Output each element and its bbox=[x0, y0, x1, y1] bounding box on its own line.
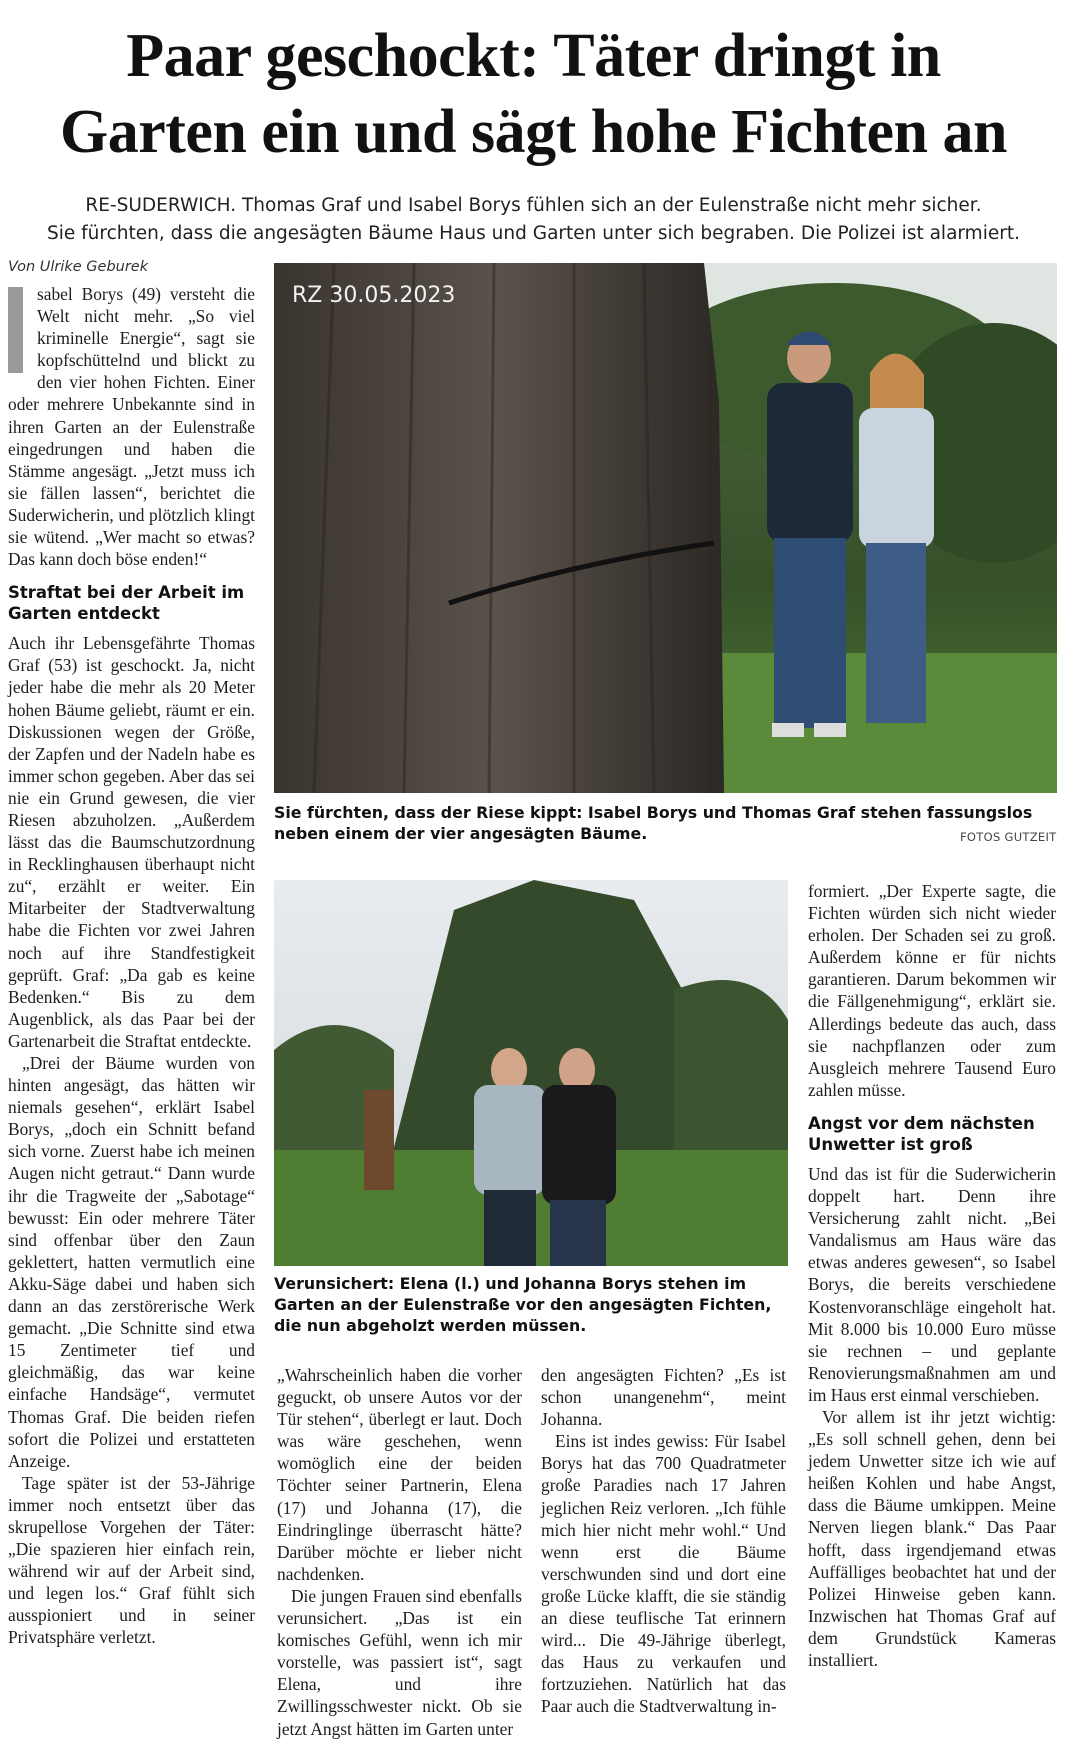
article-column-2 bbox=[277, 1364, 522, 1740]
photo-daughters-image bbox=[274, 880, 788, 1266]
headline bbox=[0, 18, 1067, 170]
paragraph: Tage später ist der 53-Jährige immer noch entsetzt über das skrupellose Vorgehen der Täter: „Die spazieren hier einfach rein, während wir auf der Arbeit sind, und legen los.“ Graf fühlt sich ausspioniert und in seiner Privatsphäre verletzt. bbox=[8, 1472, 255, 1648]
paragraph: Eins ist indes gewiss: Für Isabel Borys hat das 700 Quadratmeter große Paradies nach 17 Jahren jeglichen Reiz verloren. „Ich fühle mich hier nicht mehr wohl.“ Und wenn erst die Bäume verschwunden sind und dort eine große Lücke klafft, die sie ständig an diese teuflische Tat erinnern wird... Die 49-Jährige überlegt, das Haus zu verkaufen und fortzuziehen. Natürlich hat das Paar auch die Stadtverwaltung in- bbox=[541, 1431, 786, 1717]
paragraph: Die jungen Frauen sind ebenfalls verunsichert. „Das ist ein komisches Gefühl, wenn ich mir vorstelle, was passiert ist“, sagt Elena, und ihre Zwillingsschwester nickt. Ob sie jetzt Angst hätten im Garten unter bbox=[277, 1585, 522, 1739]
photo-tree-couple bbox=[274, 263, 1057, 793]
photo-tree-couple-image bbox=[274, 263, 1057, 793]
headline-line-1: Paar geschockt: Täter dringt in bbox=[126, 22, 941, 90]
paragraph: Vor allem ist ihr jetzt wichtig: „Es soll schnell gehen, denn bei jedem Unwetter sitze ich wie auf heißen Kohlen und habe Angst, dass die Bäume umkippen. Meine Nerven liegen blank.“ Das Paar hofft, dass irgendjemand etwas Auffälliges beobachtet hat und der Polizei Hinweise geben kann. Inzwischen hat Thomas Graf auf dem Grundstück Kameras installiert. bbox=[808, 1406, 1056, 1670]
paragraph: formiert. „Der Experte sagte, die Fichten würden sich nicht wieder erholen. Der Schaden sei zu groß. Außerdem könne er für nichts garantieren. Darum bekommen wir die Fällgenehmigung“, erklärt sie. Allerdings bedeute das auch, dass sie nachpflanzen oder zum Ausgleich mehrere Tausend Euro zahlen müsse. bbox=[808, 881, 1056, 1100]
photo-daughters bbox=[274, 880, 788, 1266]
lead-line-1: RE-SUDERWICH. Thomas Graf und Isabel Borys fühlen sich an der Eulenstraße nicht mehr sicher. bbox=[85, 195, 982, 216]
byline: Von Ulrike Geburek bbox=[8, 259, 149, 275]
article-column-3 bbox=[541, 1364, 786, 1718]
paragraph-intro: sabel Borys (49) versteht die Welt nicht mehr. „So viel kriminelle Energie“, sagt sie kopfschüttelnd und blickt zu den vier hohen Fichten. Einer oder mehrere Unbekannte sind in ihren Garten an der Eulenstraße eingedrungen und haben die Stämme angesägt. „Jetzt muss ich sie fällen lassen“, berichtet die Suderwicherin, und plötzlich klingt sie wütend. „Wer macht so etwas? Das kann doch böse enden!“ bbox=[8, 284, 255, 570]
woman-figure bbox=[859, 353, 934, 723]
paragraph: „Wahrscheinlich haben die vorher geguckt, ob unsere Autos vor der Tür stehen“, überlegt er laut. Doch was wäre geschehen, wenn womöglich eine der beiden Töchter seiner Partnerin, Elena (17) und Johanna (17), die Eindringlinge überrascht hätte? Darüber möchte er lieber nicht nachdenken. bbox=[277, 1365, 522, 1584]
lead-line-2: Sie fürchten, dass die angesägten Bäume Haus und Garten unter sich begraben. Die Polizei ist alarmiert. bbox=[47, 223, 1020, 244]
date-stamp: RZ 30.05.2023 bbox=[292, 283, 456, 308]
photo-2-caption: Verunsichert: Elena (l.) und Johanna Borys stehen im Garten an der Eulenstraße vor den angesägten Fichten, die nun abgeholzt werden müssen. bbox=[274, 1274, 772, 1335]
paragraph: „Drei der Bäume wurden von hinten angesägt, das hätten wir niemals gesehen“, erklärt Isabel Borys, „doch ein Schnitt befand sich vorne. Zuerst habe ich meinen Augen nicht getraut.“ Dann wurde ihr die Tragweite der „Sabotage“ bewusst: Ein oder mehrere Täter sind offenbar über den Zaun geklettert, hatten vermutlich eine Akku-Säge dabei und haben sich dann an das zerstörerische Werk gemacht. „Die Schnitte sind etwa 15 Zentimeter tief und gleichmäßig, das war keine einfache Handsäge“, vermutet Thomas Graf. Die beiden riefen sofort die Polizei und erstatteten Anzeige. bbox=[8, 1053, 255, 1471]
paragraph: den angesägten Fichten? „Es ist schon unangenehm“, meint Johanna. bbox=[541, 1365, 786, 1430]
paragraph: Und das ist für die Suderwicherin doppelt hart. Denn ihre Versicherung zahlt nicht. „Bei Vandalismus am Haus wäre das etwas anderes gewesen“, so Isabel Borys, die bereits verschiedene Kostenvoranschläge eingeholt hat. Mit 8.000 bis 10.000 Euro müsse sie rechnen – und geplante Renovierungsmaßnahmen am und im Haus erst einmal verschieben. bbox=[808, 1163, 1056, 1405]
lead-paragraph bbox=[0, 192, 1067, 248]
man-figure bbox=[767, 332, 853, 738]
initial-letter-bar bbox=[8, 287, 23, 373]
photo-credit: FOTOS GUTZEIT bbox=[960, 830, 1057, 844]
article-column-1 bbox=[8, 283, 255, 1649]
photo-1-caption: Sie fürchten, dass der Riese kippt: Isabel Borys und Thomas Graf stehen fassungslos neben einem der vier angesägten Bäume. bbox=[274, 803, 1033, 843]
headline-line-2: Garten ein und sägt hohe Fichten an bbox=[59, 98, 1008, 166]
paragraph: Auch ihr Lebensgefährte Thomas Graf (53) ist geschockt. Ja, nicht jeder habe die mehr als 20 Meter hohen Bäume geliebt, räumt er ein. Diskussionen wegen der Größe, der Zapfen und der Nadeln habe es immer schon gegeben. Aber das sei nie ein Grund gewesen, die vier Riesen abzuholzen. „Außerdem lässt das die Baumschutzordnung in Recklinghausen überhaupt nicht zu“, erzählt er weiter. Ein Mitarbeiter der Stadtverwaltung habe die Fichten vor zwei Jahren noch auf ihre Standfestigkeit geprüft. Graf: „Da gab es keine Bedenken.“ Bis zu dem Augenblick, als das Paar bei der Gartenarbeit die Straftat entdeckte. bbox=[8, 633, 255, 1051]
subheading-straftat: Straftat bei der Arbeit im Garten entdeckt bbox=[8, 583, 245, 624]
article-column-4 bbox=[808, 880, 1056, 1671]
subheading-unwetter: Angst vor dem nächsten Unwetter ist groß bbox=[808, 1113, 1035, 1154]
